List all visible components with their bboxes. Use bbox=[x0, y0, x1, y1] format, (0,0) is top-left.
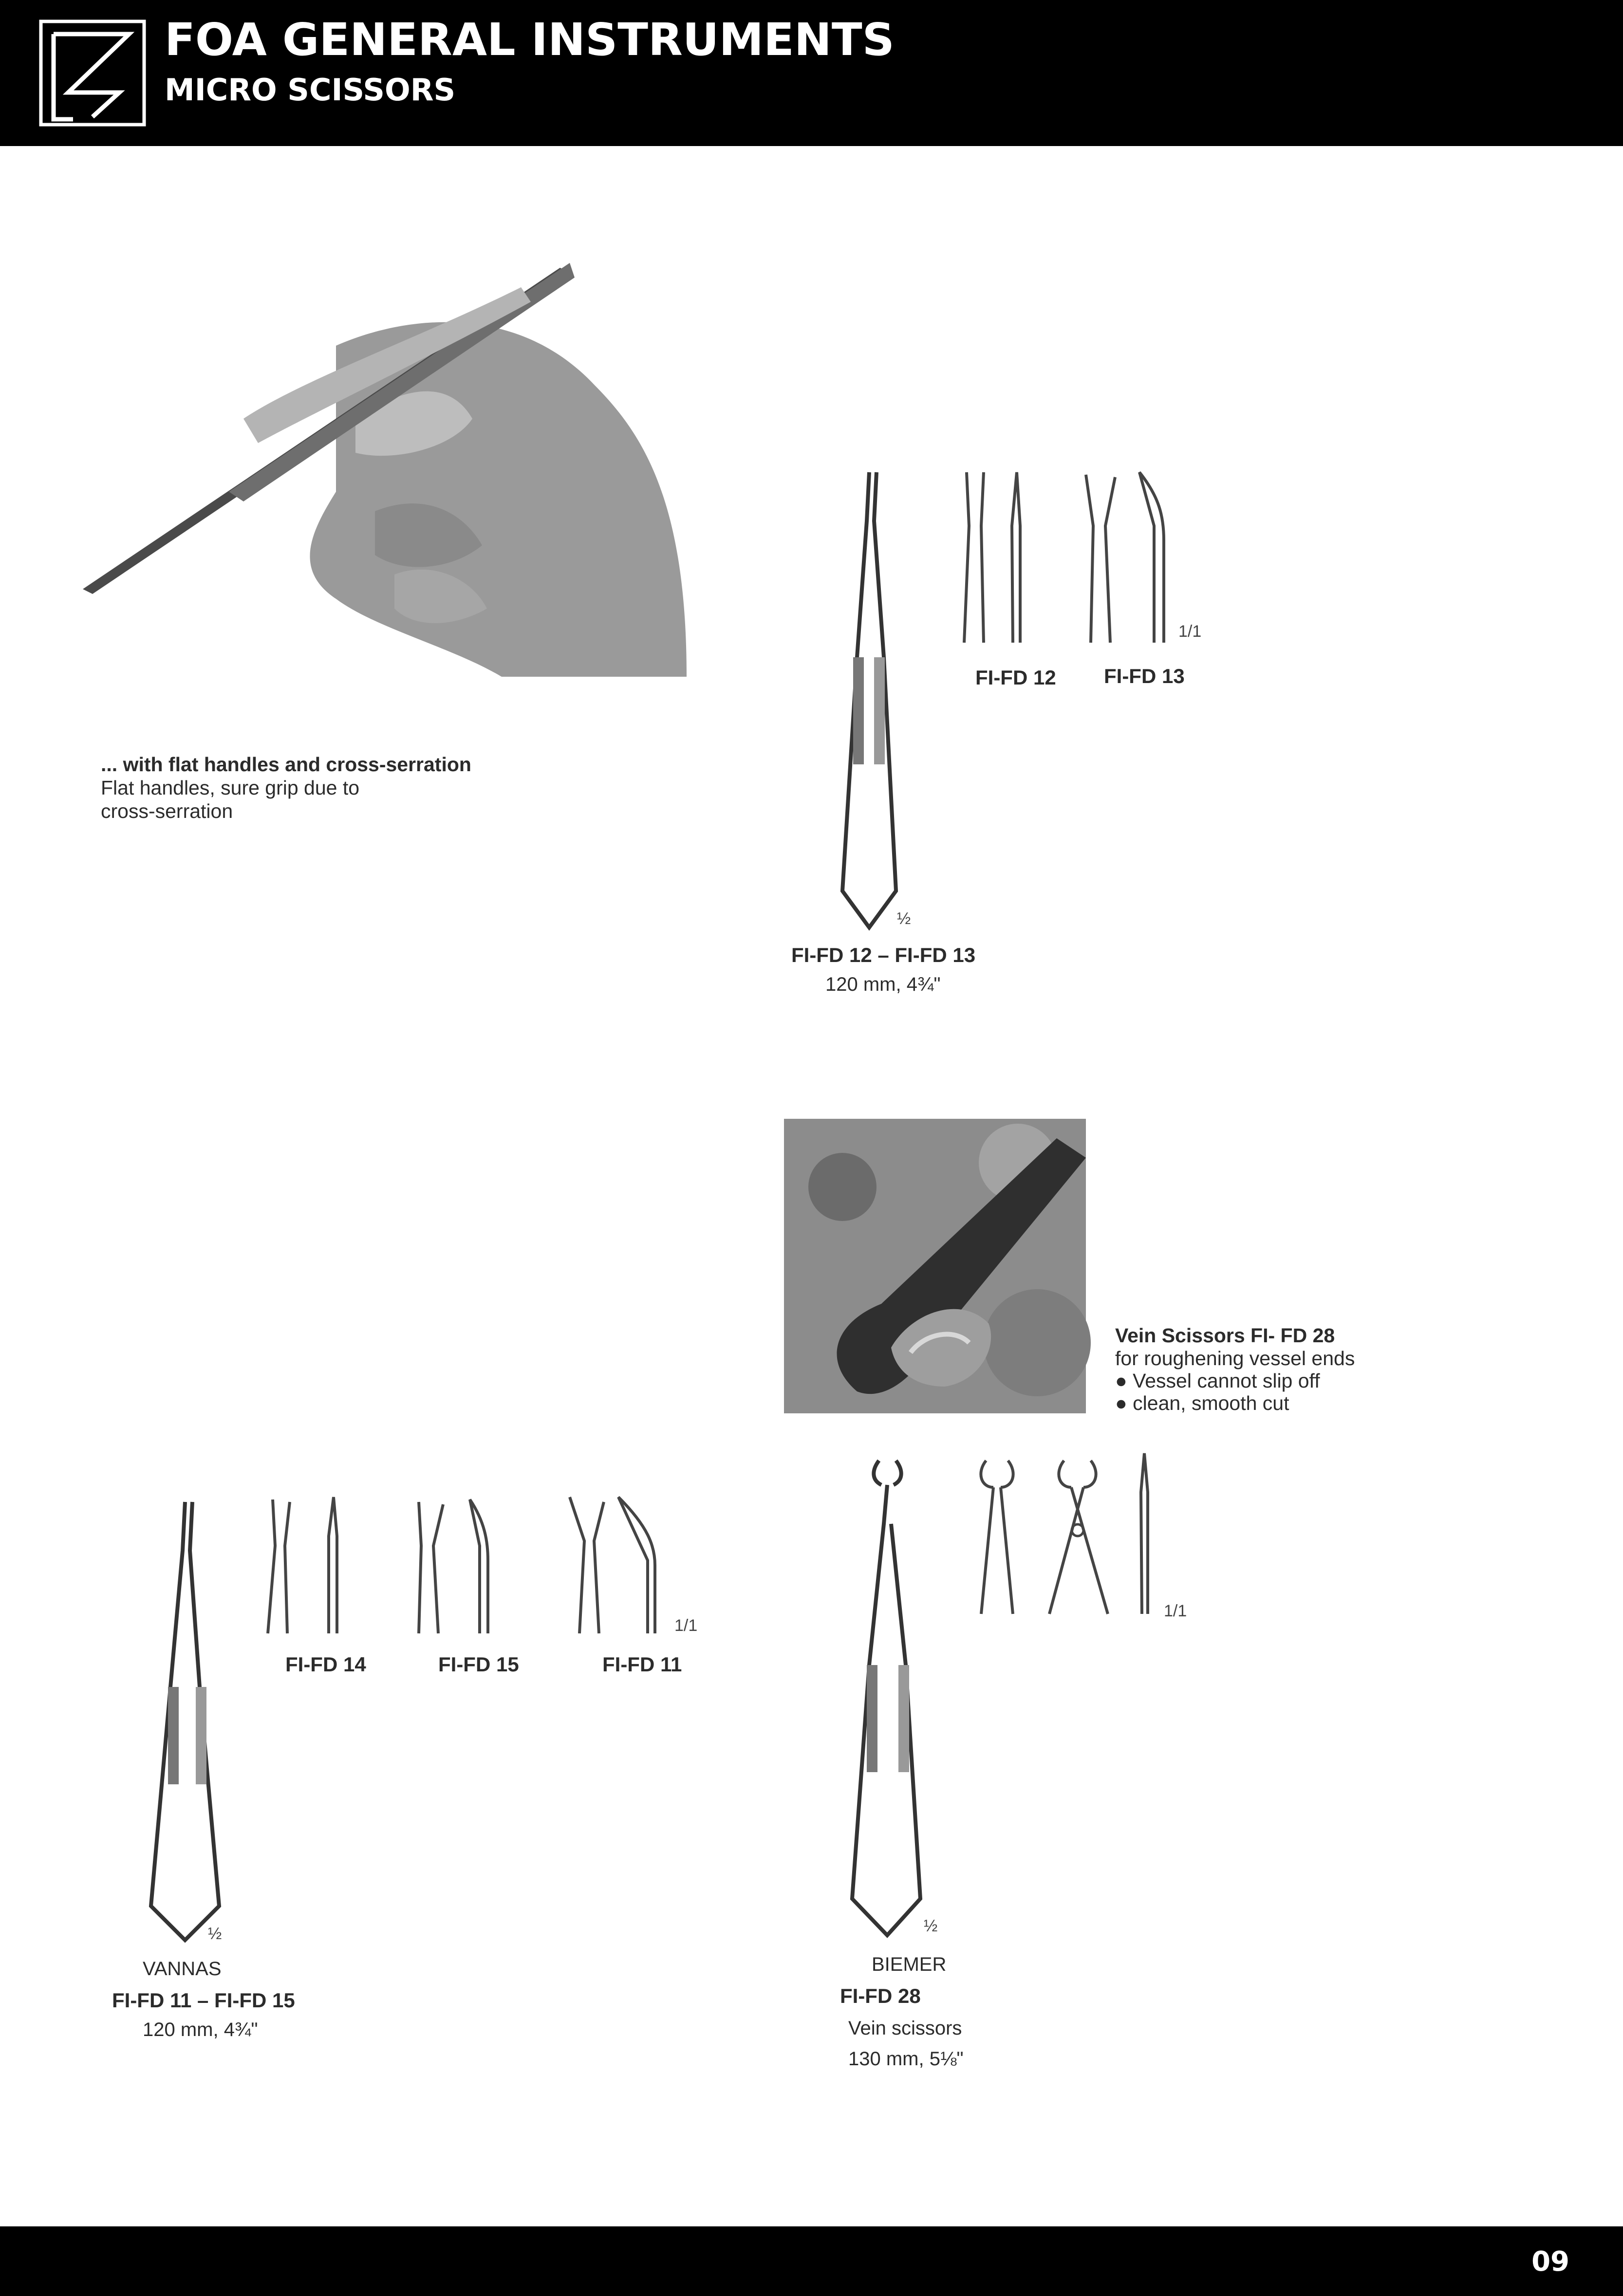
scale-main-3: ½ bbox=[924, 1917, 938, 1935]
scissors-fd12-fd13-full-illustration bbox=[823, 472, 920, 935]
size-biemer: 130 mm, 5⅛" bbox=[848, 2048, 964, 2070]
intro-line-2: cross-serration bbox=[101, 800, 233, 822]
vein-scissors-photo bbox=[784, 1119, 1086, 1413]
biemer-desc: Vein scissors bbox=[848, 2018, 962, 2039]
range-fd11-fd15: FI-FD 11 – FI-FD 15 bbox=[112, 1989, 295, 2012]
label-fd11: FI-FD 11 bbox=[602, 1653, 682, 1676]
vannas-scissors-full-illustration bbox=[141, 1502, 234, 1945]
scale-detail-1: 1/1 bbox=[1178, 622, 1202, 641]
bullet-icon: ● bbox=[1115, 1392, 1133, 1414]
intro-line-1: Flat handles, sure grip due to bbox=[101, 777, 360, 799]
range-fd12-fd13: FI-FD 12 – FI-FD 13 bbox=[791, 944, 976, 966]
biemer-name: BIEMER bbox=[872, 1954, 947, 1975]
size-vannas: 120 mm, 4¾" bbox=[143, 2019, 258, 2040]
intro-heading: ... with flat handles and cross-serration bbox=[101, 753, 471, 776]
scale-detail-3: 1/1 bbox=[1164, 1602, 1187, 1620]
page-title: FOA GENERAL INSTRUMENTS bbox=[165, 14, 895, 66]
label-fd13: FI-FD 13 bbox=[1104, 665, 1185, 687]
label-fd15: FI-FD 15 bbox=[438, 1653, 519, 1676]
footer-bar bbox=[0, 2226, 1623, 2296]
header-bar bbox=[0, 0, 1623, 146]
page-number: 09 bbox=[1531, 2246, 1569, 2277]
scale-main-1: ½ bbox=[897, 909, 911, 928]
vein-bullet-2: ● clean, smooth cut bbox=[1115, 1392, 1289, 1414]
vannas-tip-details-illustration bbox=[263, 1497, 682, 1638]
vein-title: Vein Scissors FI- FD 28 bbox=[1115, 1324, 1335, 1347]
bullet-icon: ● bbox=[1115, 1370, 1133, 1392]
label-fd12: FI-FD 12 bbox=[975, 666, 1056, 689]
foa-logo-icon bbox=[39, 19, 146, 127]
vein-bullet-1: ● Vessel cannot slip off bbox=[1115, 1370, 1320, 1392]
vein-line-1: for roughening vessel ends bbox=[1115, 1347, 1355, 1370]
scale-detail-2: 1/1 bbox=[674, 1616, 698, 1635]
biemer-tip-details-illustration bbox=[971, 1453, 1195, 1619]
scale-main-2: ½ bbox=[208, 1925, 222, 1943]
size-fd12-fd13: 120 mm, 4¾" bbox=[825, 974, 941, 995]
page-subtitle: MICRO SCISSORS bbox=[165, 72, 456, 108]
scissors-tip-details-illustration bbox=[954, 467, 1208, 648]
label-fd14: FI-FD 14 bbox=[285, 1653, 366, 1676]
hand-with-scissors-illustration bbox=[83, 258, 691, 677]
biemer-scissors-full-illustration bbox=[842, 1461, 938, 1940]
vannas-name: VANNAS bbox=[143, 1958, 222, 1980]
code-fd28: FI-FD 28 bbox=[840, 1984, 921, 2007]
